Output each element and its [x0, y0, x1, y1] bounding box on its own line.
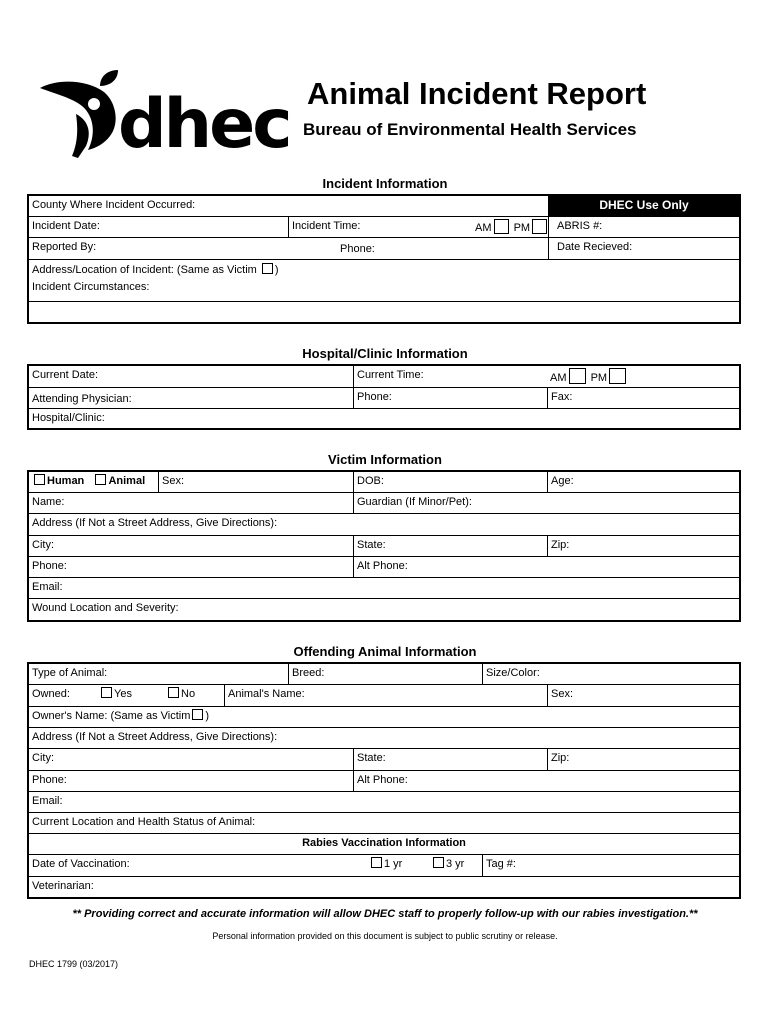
animal-row-owner	[29, 707, 739, 728]
incident-row-reported	[29, 238, 739, 260]
am-checkbox[interactable]	[494, 219, 509, 234]
incident-address-close: )	[274, 264, 279, 276]
veterinarian-field[interactable]: Veterinarian:	[32, 880, 94, 892]
animal-section-title: Offending Animal Information	[293, 644, 477, 659]
owned-yes-label: Yes	[114, 688, 132, 700]
animal-row-address	[29, 728, 739, 749]
county-field[interactable]: County Where Incident Occurred:	[32, 199, 196, 211]
rabies-section-title: Rabies Vaccination Information	[302, 837, 466, 849]
animal-type-field[interactable]: Type of Animal:	[32, 667, 108, 679]
breed-field[interactable]: Breed:	[288, 664, 482, 684]
pm-checkbox[interactable]	[532, 219, 547, 234]
animal-location-health-field[interactable]: Current Location and Health Status of Animal:	[32, 816, 256, 828]
abris-field[interactable]: ABRIS #:	[548, 217, 739, 237]
current-time-field[interactable]: Current Time:	[353, 366, 547, 387]
animal-checkbox[interactable]	[95, 474, 106, 485]
hospital-am-checkbox[interactable]	[569, 368, 586, 384]
three-yr-checkbox[interactable]	[433, 857, 444, 868]
victim-dob-field[interactable]: DOB:	[353, 472, 547, 492]
hospital-phone-field[interactable]: Phone:	[353, 388, 547, 408]
victim-alt-phone-field[interactable]: Alt Phone:	[353, 557, 739, 577]
physician-field[interactable]: Attending Physician:	[32, 393, 132, 405]
owned-no-label: No	[181, 688, 196, 700]
victim-row-email	[29, 578, 739, 599]
incident-time-field[interactable]	[288, 217, 548, 237]
reported-by-field[interactable]: Reported By:	[32, 241, 97, 253]
human-label: Human	[47, 475, 85, 487]
victim-row-city	[29, 536, 739, 557]
vaccination-term-field	[353, 855, 482, 876]
one-yr-label: 1 yr	[384, 858, 403, 870]
human-checkbox[interactable]	[34, 474, 45, 485]
incident-row-county	[29, 196, 739, 217]
same-as-victim-checkbox[interactable]	[262, 263, 273, 274]
owner-zip-field[interactable]: Zip:	[547, 749, 739, 770]
victim-city-field[interactable]: City:	[32, 539, 54, 551]
reporter-phone-field[interactable]: Phone:	[340, 243, 375, 255]
victim-row-wound	[29, 599, 739, 620]
victim-row-type	[29, 472, 739, 493]
am-label: AM	[475, 222, 492, 234]
rabies-header-row	[29, 834, 739, 855]
animal-row-owned	[29, 685, 739, 707]
owner-same-as-victim-checkbox[interactable]	[192, 709, 203, 720]
victim-type-field	[29, 472, 158, 492]
victim-info-box	[27, 470, 741, 622]
page-title: Animal Incident Report	[307, 76, 647, 111]
date-received-field[interactable]: Date Recieved:	[548, 238, 739, 259]
incident-row-address	[29, 260, 739, 302]
privacy-note: Personal information provided on this document is subject to public scrutiny or release.	[212, 931, 558, 941]
owner-email-field[interactable]: Email:	[32, 795, 63, 807]
victim-row-name	[29, 493, 739, 514]
hospital-row-clinic	[29, 409, 739, 430]
animal-label: Animal	[108, 475, 146, 487]
logo-top-leaf	[100, 70, 118, 86]
hospital-clinic-field[interactable]: Hospital/Clinic:	[32, 412, 105, 424]
victim-email-field[interactable]: Email:	[32, 581, 63, 593]
owned-no-checkbox[interactable]	[168, 687, 179, 698]
incident-circumstances-blank[interactable]	[29, 302, 739, 324]
victim-age-field[interactable]: Age:	[547, 472, 739, 492]
form-id: DHEC 1799 (03/2017)	[29, 959, 119, 969]
owner-alt-phone-field[interactable]: Alt Phone:	[353, 771, 739, 791]
three-yr-label: 3 yr	[446, 858, 465, 870]
victim-zip-field[interactable]: Zip:	[547, 536, 739, 556]
owner-phone-field[interactable]: Phone:	[32, 774, 67, 786]
one-yr-checkbox[interactable]	[371, 857, 382, 868]
animal-sex-field[interactable]: Sex:	[547, 685, 739, 706]
owner-state-field[interactable]: State:	[353, 749, 547, 770]
tag-field[interactable]: Tag #:	[482, 855, 739, 876]
animal-name-field[interactable]: Animal's Name:	[224, 685, 547, 706]
incident-info-box	[27, 194, 741, 324]
hospital-am-label: AM	[550, 372, 567, 384]
hospital-row-physician	[29, 388, 739, 409]
victim-name-field[interactable]: Name:	[32, 496, 65, 508]
owner-name-field[interactable]	[29, 707, 739, 727]
incident-section-title: Incident Information	[322, 176, 448, 191]
hospital-pm-label: PM	[590, 372, 608, 384]
hospital-pm-checkbox[interactable]	[609, 368, 626, 384]
animal-row-type	[29, 664, 739, 685]
rabies-row-date	[29, 855, 739, 877]
logo-dot	[88, 98, 100, 110]
owned-yes-checkbox[interactable]	[101, 687, 112, 698]
animal-info-box	[27, 662, 741, 899]
fax-field[interactable]: Fax:	[547, 388, 739, 408]
incident-time-label: Incident Time:	[292, 220, 361, 232]
rabies-row-vet	[29, 877, 739, 898]
hospital-info-box	[27, 364, 741, 430]
animal-row-phone	[29, 771, 739, 792]
pm-label: PM	[513, 222, 531, 234]
owned-label: Owned:	[32, 688, 70, 700]
animal-row-city	[29, 749, 739, 771]
logo-leaf-shape-2	[72, 114, 89, 158]
wound-field[interactable]: Wound Location and Severity:	[32, 602, 179, 614]
victim-phone-field[interactable]: Phone:	[32, 560, 67, 572]
accuracy-note: ** Providing correct and accurate information will allow DHEC staff to properly follow-up with our rabies investigation.**	[72, 908, 698, 920]
animal-row-location	[29, 813, 739, 834]
animal-row-email	[29, 792, 739, 813]
owner-name-label: Owner's Name: (Same as Victim	[32, 710, 191, 722]
owned-field	[29, 685, 224, 706]
victim-state-field[interactable]: State:	[353, 536, 547, 556]
vaccination-date-field[interactable]: Date of Vaccination:	[32, 858, 130, 870]
incident-date-field[interactable]: Incident Date:	[32, 220, 100, 232]
victim-sex-field[interactable]: Sex:	[158, 472, 353, 492]
owner-address-field[interactable]: Address (If Not a Street Address, Give Directions):	[32, 731, 278, 743]
owner-city-field[interactable]: City:	[32, 752, 54, 764]
incident-address-label: Address/Location of Incident: (Same as Victim	[32, 264, 257, 276]
dhec-use-only-header: DHEC Use Only	[548, 196, 739, 216]
victim-row-phone	[29, 557, 739, 578]
logo-text: dhec	[118, 85, 290, 164]
page-subtitle: Bureau of Environmental Health Services	[303, 120, 637, 139]
victim-row-address	[29, 514, 739, 536]
size-color-field[interactable]: Size/Color:	[482, 664, 739, 684]
incident-row-date	[29, 217, 739, 238]
victim-address-field[interactable]: Address (If Not a Street Address, Give Directions):	[32, 517, 278, 529]
guardian-field[interactable]: Guardian (If Minor/Pet):	[353, 493, 739, 513]
incident-circumstances-field[interactable]: Incident Circumstances:	[32, 281, 150, 293]
current-date-field[interactable]: Current Date:	[32, 369, 99, 381]
hospital-am-pm	[547, 366, 739, 387]
hospital-section-title: Hospital/Clinic Information	[302, 346, 468, 361]
victim-section-title: Victim Information	[328, 452, 442, 467]
hospital-row-date	[29, 366, 739, 388]
owner-name-close: )	[205, 710, 210, 722]
